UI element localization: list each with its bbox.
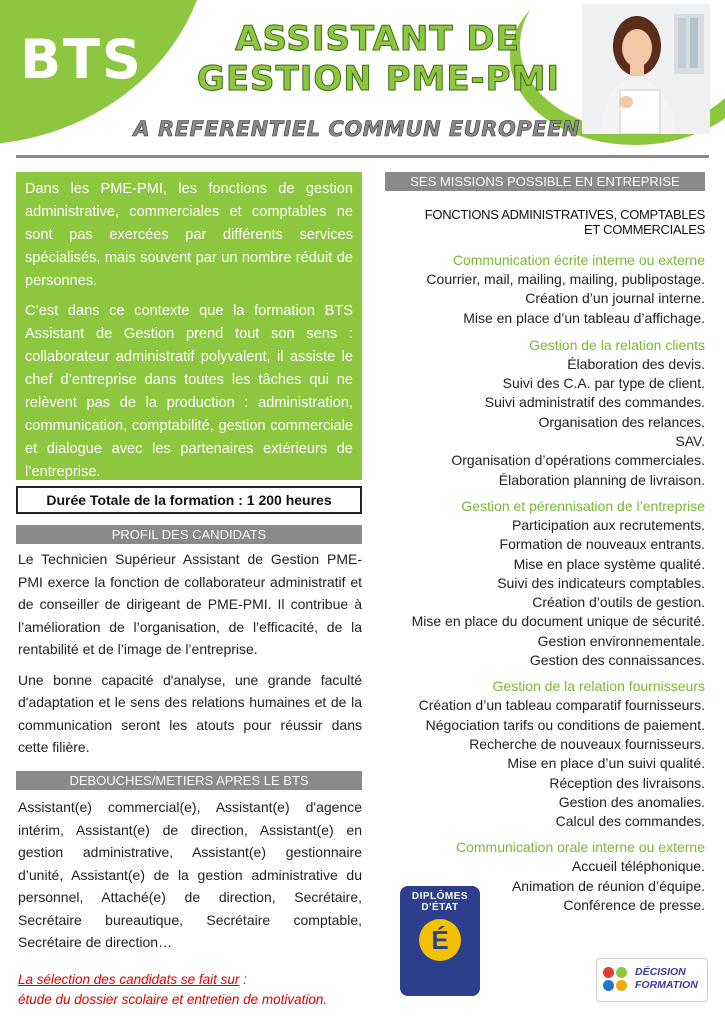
debouches-heading: DEBOUCHES/METIERS APRES LE BTS <box>16 771 362 790</box>
debouches-text <box>18 796 362 962</box>
woman-photo <box>582 4 710 134</box>
mission-item: Réception des livraisons. <box>549 774 705 791</box>
mission-section <box>385 251 705 328</box>
mission-section <box>385 336 705 490</box>
training-duration-box: Durée Totale de la formation : 1 200 heures <box>16 486 362 514</box>
mission-item: SAV. <box>675 433 705 450</box>
mission-section-title: Gestion et pérennisation de l’entreprise <box>461 497 705 514</box>
mission-item: Élaboration planning de livraison. <box>498 471 705 488</box>
mission-section <box>385 677 705 831</box>
mission-item: Organisation d’opérations commerciales. <box>451 452 705 469</box>
bts-label: BTS <box>20 28 143 91</box>
mission-item: Conférence de presse. <box>563 897 705 914</box>
mission-item: Mise en place du document unique de sécurité. <box>411 613 705 630</box>
profil-paragraph-1: Le Technicien Supérieur Assistant de Gestion PME-PMI exerce la fonction de collaborateur administratif et de conseiller de dirigeant de PME-PMI. Il contribue à l’amélioration de l’organisation, de l’efficacité, de la rentabilité et de l’image de l’entreprise. <box>18 551 362 657</box>
mission-item: Participation aux recrutements. <box>512 516 705 533</box>
intro-paragraph-2: C’est dans ce contexte que la formation BTS Assistant de Gestion prend tout son sens : collaborateur administratif polyvalent, il assiste le chef d’entreprise dans toutes les tâches qui ne relèvent pas de la production : administration, communication, comptabilité, gestion commerciale et dialogue avec les partenaires extérieurs de l’entreprise. <box>25 303 353 480</box>
diplome-etat-logo <box>400 886 480 996</box>
intro-paragraph-1: Dans les PME-PMI, les fonctions de gestion administrative, commerciales et comptables ne sont pas exercées par différents services spécialisés, mais souvent par un nombre réduit de personnes. <box>25 181 353 289</box>
functions-heading <box>385 207 705 237</box>
mission-item: Élaboration des devis. <box>567 355 705 372</box>
decision-logo-line-1: DÉCISION <box>635 966 686 978</box>
profil-heading: PROFIL DES CANDIDATS <box>16 525 362 544</box>
mission-item: Gestion des anomalies. <box>558 793 705 810</box>
mission-item: Recherche de nouveaux fournisseurs. <box>469 735 705 752</box>
diplome-logo-letter: É <box>419 919 461 961</box>
mission-item: Gestion des connaissances. <box>529 652 705 669</box>
mission-section-title: Gestion de la relation clients <box>529 336 705 353</box>
mission-item: Négociation tarifs ou conditions de paiement. <box>425 716 705 733</box>
decision-logo-icon <box>603 967 629 993</box>
functions-heading-line-1: FONCTIONS ADMINISTRATIVES, COMPTABLES <box>424 207 705 222</box>
missions-heading: SES MISSIONS POSSIBLE EN ENTREPRISE <box>385 172 705 191</box>
mission-item: Suivi des indicateurs comptables. <box>497 574 705 591</box>
mission-item: Suivi des C.A. par type de client. <box>502 375 705 392</box>
mission-section-title: Communication orale interne ou externe <box>455 839 705 856</box>
header-divider <box>16 155 709 158</box>
mission-item: Création d’un journal interne. <box>525 290 705 307</box>
title-line-1: ASSISTANT DE <box>235 19 520 59</box>
decision-formation-logo <box>596 958 708 1002</box>
mission-item: Accueil téléphonique. <box>571 858 705 875</box>
mission-item: Organisation des relances. <box>538 413 705 430</box>
mission-item: Gestion environnementale. <box>537 632 705 649</box>
mission-item: Calcul des commandes. <box>555 813 705 830</box>
debouches-paragraph: Assistant(e) commercial(e), Assistant(e) d'agence intérim, Assistant(e) de direction, Assistant(e) en gestion administrative, Assistant(e) gestionnaire d’unité, Assistant(e) de la gestion administrative du personnel, Attaché(e) de direction, Secrétaire, Secrétaire bureautique, Secrétaire comptable, Secrétaire de direction… <box>18 799 362 950</box>
profil-paragraph-2: Une bonne capacité d'analyse, une grande faculté d'adaptation et le sens des relations humaines et de la communication seront les atouts pour réussir dans cette filière. <box>18 671 362 755</box>
mission-item: Animation de réunion d’équipe. <box>511 877 705 894</box>
mission-section <box>385 497 705 670</box>
profil-text <box>18 548 362 767</box>
mission-item: Courrier, mail, mailing, mailing, publipostage. <box>426 271 705 287</box>
mission-item: Suivi administratif des commandes. <box>484 394 705 411</box>
decision-logo-line-2: FORMATION <box>635 979 698 991</box>
mission-item: Création d’outils de gestion. <box>532 594 705 611</box>
decision-logo-text <box>635 966 698 992</box>
selection-note <box>18 970 362 1010</box>
missions-column <box>385 172 705 915</box>
mission-item: Création d’un tableau comparatif fournisseurs. <box>418 697 705 714</box>
diplome-logo-line-2: D'ÉTAT <box>421 902 459 913</box>
selection-line-2: étude du dossier scolaire et entretien de motivation. <box>18 992 328 1007</box>
diplome-logo-line-1: DIPLÔMES <box>411 891 469 902</box>
mission-section-title: Gestion de la relation fournisseurs <box>492 678 705 695</box>
functions-heading-line-2: ET COMMERCIALES <box>584 222 705 237</box>
mission-item: Mise en place d’un tableau d’affichage. <box>463 309 705 326</box>
title-line-2: GESTION PME-PMI <box>196 59 561 99</box>
intro-box <box>16 172 362 480</box>
mission-item: Mise en place d’un suivi qualité. <box>507 755 705 772</box>
subtitle: A REFERENTIEL COMMUN EUROPEEN <box>133 117 580 141</box>
mission-item: Mise en place système qualité. <box>513 555 705 572</box>
mission-section-title: Communication écrite interne ou externe <box>452 252 705 268</box>
selection-line-1-suffix: : <box>239 972 247 987</box>
selection-line-1: La sélection des candidats se fait sur <box>18 972 240 987</box>
mission-item: Formation de nouveaux entrants. <box>499 536 705 553</box>
